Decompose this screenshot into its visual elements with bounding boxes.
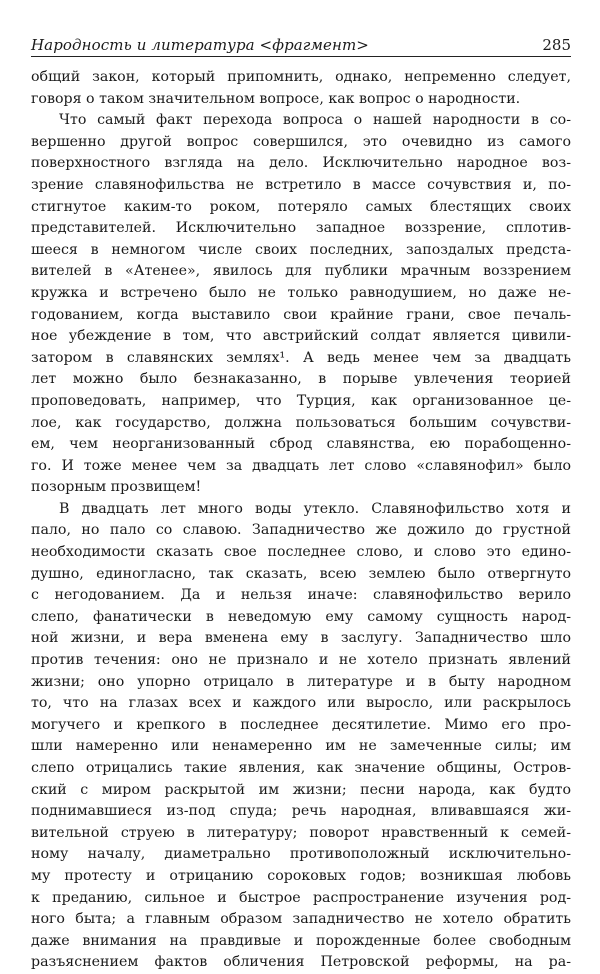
text-line: то, что на глазах всех и каждого или выросло, или раскрылось [31, 695, 571, 712]
text-line: ем, чем неорганизованный сброд славянства, ею порабощенно- [31, 436, 571, 453]
text-line: говоря о таком значительном вопросе, как вопрос о народности. [31, 90, 521, 107]
running-header [31, 36, 571, 57]
text-line: общий закон, который припомнить, однако, непременно следует, [31, 69, 571, 85]
text-line: шееся в немногом числе своих последних, запоздалых предста- [31, 241, 571, 258]
text-line: необходимости сказать свое последнее слово, и слово это едино- [31, 544, 571, 561]
text-line: позорным прозвищем! [31, 479, 202, 496]
text-line: к преданию, сильное и быстрое распространение изучения род- [31, 889, 571, 906]
text-line: слепо отрицались такие явления, как значение общины, Остров- [31, 760, 571, 776]
text-line: слепо, фанатически в неведомую ему самому сущность народ- [31, 608, 571, 625]
text-line: душно, единогласно, так сказать, всею землею было отвергнуто [31, 565, 571, 582]
text-line: ной жизни, и вера вменена ему в заслугу. Западничество шло [31, 630, 571, 647]
text-line: стигнутое каким-то роком, потеряло самых блестящих своих [31, 198, 571, 215]
text-line: ное убеждение в том, что австрийский солдат является цивили- [31, 328, 571, 345]
text-line: годованием, когда выставило свои крайние грани, свое печаль- [31, 306, 571, 323]
text-line: даже внимания на правдивые и порожденные более свободным [31, 932, 571, 949]
text-line: затором в славянских землях¹. А ведь менее чем за двадцать [31, 349, 571, 366]
text-line: представителей. Исключительно западное воззрение, сплотив- [31, 220, 571, 237]
book-page [31, 36, 571, 974]
text-line: лое, как государство, должна пользоваться большим сочувстви- [31, 414, 571, 431]
text-line: зрение славянофильства не встретило в массе сочувствия и, по- [31, 176, 571, 193]
text-line: вительной струею в литературу; поворот нравственный к семей- [31, 824, 571, 841]
page-number: 285 [542, 36, 571, 54]
text-line: ному началу, диаметрально противоположный исключительно- [31, 846, 571, 863]
text-line: ного быта; а главным образом западничество не хотело обратить [31, 911, 571, 928]
text-line: могучего и крепкого в последнее десятилетие. Мимо его про- [31, 716, 571, 733]
text-line: пало, но пало со славою. Западничество же дожило до грустной [31, 522, 571, 539]
chapter-title: Народность и литература <фрагмент> [31, 36, 369, 54]
text-line: В двадцать лет много воды утекло. Славянофильство хотя и [59, 500, 571, 517]
text-line: вителей в «Атенее», явилось для публики мрачным воззрением [31, 263, 571, 280]
text-line: лет можно было безнаказанно, в порыве увлечения теорией [31, 371, 571, 388]
text-line: Что самый факт перехода вопроса о нашей народности в со- [59, 112, 571, 129]
text-line: поднимавшиеся из-под спуда; речь народная, вливавшаяся жи- [31, 803, 571, 820]
text-line: жизни; оно упорно отрицало в литературе и в быту народном [31, 673, 571, 690]
text-line: ский с миром раскрытой им жизни; песни народа, как будто [31, 781, 571, 798]
text-line: му протесту и отрицанию сороковых годов; возникшая любовь [31, 867, 571, 884]
text-line: кружка и встречено было не только равнодушием, но даже не- [31, 284, 571, 301]
text-line: разъяснением фактов обличения Петровской реформы, на ра- [31, 954, 571, 971]
text-line: против течения: оно не признало и не хотело признать явлений [31, 652, 571, 669]
text-line: поверхностного взгляда на дело. Исключительно народное воз- [31, 155, 571, 172]
text-line: вершенно другой вопрос совершился, это очевидно из самого [31, 133, 571, 150]
body-text [31, 67, 571, 974]
text-line: шли намеренно или ненамеренно им не замеченные силы; им [31, 738, 571, 755]
text-line: го. И тоже менее чем за двадцать лет слово «славянофил» было [31, 457, 571, 474]
text-line: проповедовать, например, что Турция, как организованное це- [31, 392, 571, 409]
text-line: с негодованием. Да и нельзя иначе: славянофильство верило [31, 587, 571, 604]
